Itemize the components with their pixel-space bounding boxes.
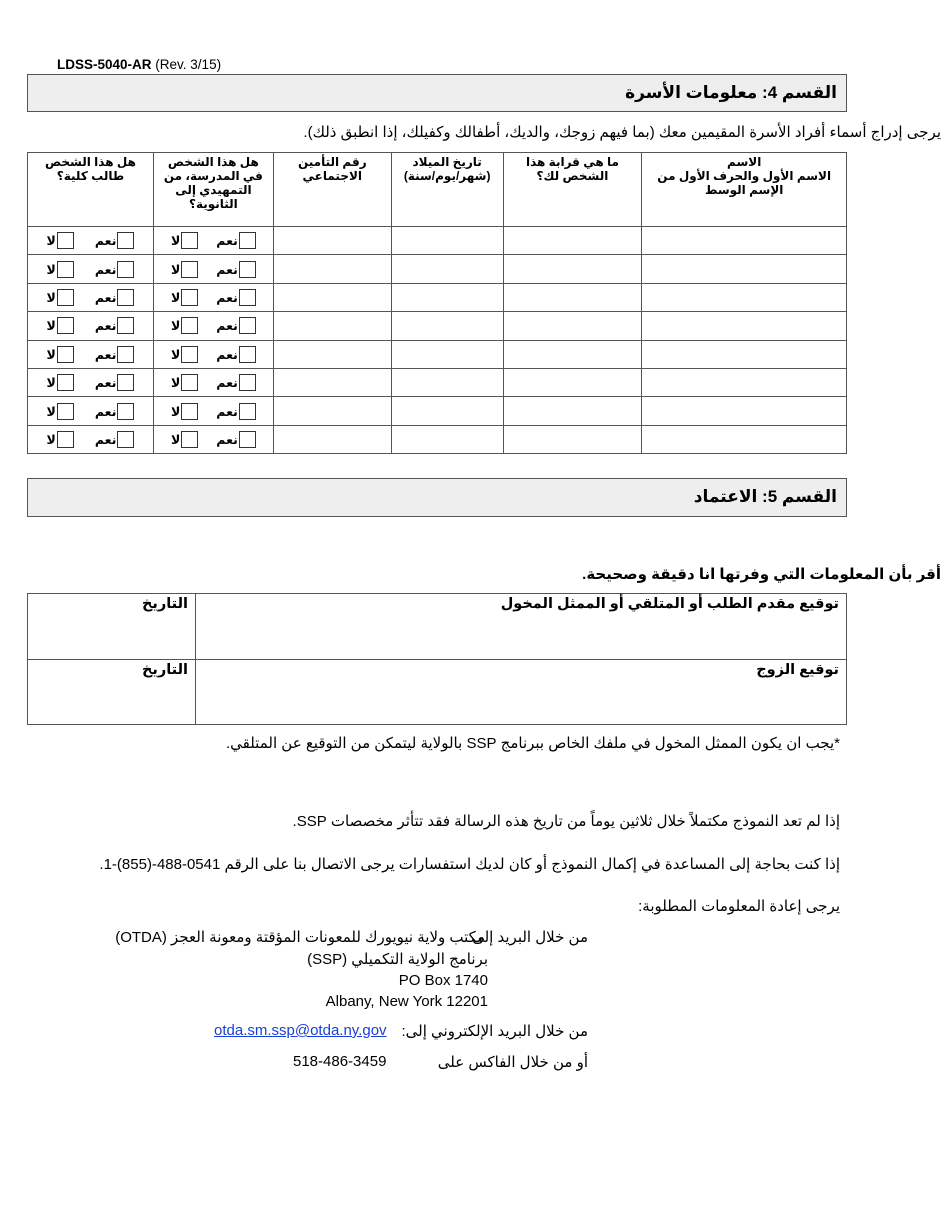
no-checkbox[interactable] [57,346,74,363]
yes-checkbox[interactable] [117,261,134,278]
yes-label: نعم [94,290,117,305]
yes-label: نعم [94,432,117,447]
yes-checkbox[interactable] [239,289,256,306]
ssn-cell[interactable] [273,368,391,396]
school-cell [153,368,273,396]
no-checkbox[interactable] [57,374,74,391]
college-cell [28,312,154,340]
mail-label: من خلال البريد إلى [472,929,588,946]
col-name: الاسم الاسم الأول والحرف الأول من الإسم الوسط [642,153,847,227]
table-row [28,255,847,283]
college-yes-no [28,289,153,306]
no-checkbox[interactable] [181,289,198,306]
col-birth-date: تاريخ الميلاد (شهر/يوم/سنة) [391,153,503,227]
email-link[interactable]: otda.sm.ssp@otda.ny.gov [214,1022,387,1039]
yes-option[interactable] [216,261,256,278]
no-label: لا [170,432,181,447]
yes-label: نعم [216,347,238,362]
ssn-cell[interactable] [273,227,391,255]
no-label: لا [170,347,181,362]
no-label: لا [170,376,181,391]
name-cell[interactable] [642,368,847,396]
ssn-cell[interactable] [273,255,391,283]
spouse-date-field[interactable] [28,659,196,725]
yes-checkbox[interactable] [239,374,256,391]
yes-option[interactable] [95,431,135,448]
no-label: لا [46,376,56,391]
no-label: لا [46,347,56,362]
table-body [28,227,847,454]
table-row [28,283,847,311]
yes-label: نعم [94,319,117,334]
mail-program: برنامج الولاية التكميلي (SSP) [307,951,488,968]
relationship-cell[interactable] [503,312,642,340]
no-checkbox[interactable] [181,232,198,249]
no-option[interactable] [171,403,198,420]
name-cell[interactable] [642,397,847,425]
college-yes-no [28,403,153,420]
no-option[interactable] [171,232,198,249]
birth-date-cell[interactable] [391,312,503,340]
yes-label: نعم [216,404,238,419]
attestation-text: أقر بأن المعلومات التي وفرتها انا دقيقة وصحيحة. [582,566,941,583]
no-label: لا [170,262,181,277]
no-option[interactable] [47,431,74,448]
yes-option[interactable] [95,261,135,278]
yes-option[interactable] [95,232,135,249]
school-cell [153,340,273,368]
no-checkbox[interactable] [57,232,74,249]
no-option[interactable] [171,431,198,448]
email-label: من خلال البريد الإلكتروني إلى: [401,1023,588,1040]
birth-date-cell[interactable] [391,283,503,311]
college-cell [28,255,154,283]
no-option[interactable] [171,346,198,363]
school-yes-no [154,346,273,363]
no-option[interactable] [171,374,198,391]
spouse-signature-field[interactable] [196,659,847,725]
form-revision: (Rev. 3/15) [155,57,222,72]
yes-label: نعم [94,376,117,391]
mail-po-box: PO Box 1740 [398,972,488,989]
deadline-notice: إذا لم تعد النموذج مكتملاً خلال ثلاثين يوماً من تاريخ هذه الرسالة فقد تتأثر مخصصات SSP. [292,813,840,830]
yes-label: نعم [216,432,238,447]
birth-date-cell[interactable] [391,368,503,396]
school-cell [153,312,273,340]
yes-option[interactable] [216,403,256,420]
ssn-cell[interactable] [273,283,391,311]
table-row [28,397,847,425]
birth-date-cell[interactable] [391,340,503,368]
no-option[interactable] [171,289,198,306]
no-option[interactable] [171,261,198,278]
relationship-cell[interactable] [503,397,642,425]
college-cell [28,397,154,425]
birth-date-cell[interactable] [391,425,503,453]
household-members-table [27,152,847,454]
college-yes-no [28,374,153,391]
school-cell [153,227,273,255]
school-cell [153,255,273,283]
yes-label: نعم [216,234,238,249]
ssn-cell[interactable] [273,397,391,425]
help-notice: إذا كنت بحاجة إلى المساعدة في إكمال النموذج أو كان لديك استفسارات يرجى الاتصال بنا على الرقم 0541-488-(855)-1. [99,856,840,873]
yes-option[interactable] [95,289,135,306]
no-checkbox[interactable] [181,317,198,334]
yes-checkbox[interactable] [117,374,134,391]
yes-label: نعم [94,347,117,362]
col-school-k12: هل هذا الشخص في المدرسة، من التمهيدي إلى الثانوية؟ [153,153,273,227]
no-checkbox[interactable] [57,289,74,306]
applicant-date-field[interactable] [28,594,196,660]
table-row [28,227,847,255]
name-cell[interactable] [642,227,847,255]
table-row [28,340,847,368]
mail-city: Albany, New York 12201 [325,993,488,1010]
relationship-cell[interactable] [503,425,642,453]
table-row [28,368,847,396]
yes-option[interactable] [216,289,256,306]
college-yes-no [28,261,153,278]
yes-checkbox[interactable] [239,346,256,363]
no-checkbox[interactable] [57,317,74,334]
college-yes-no [28,232,153,249]
no-option[interactable] [47,232,74,249]
yes-checkbox[interactable] [117,346,134,363]
no-label: لا [46,319,56,334]
relationship-cell[interactable] [503,283,642,311]
yes-label: نعم [216,262,238,277]
yes-option[interactable] [216,232,256,249]
yes-label: نعم [94,262,117,277]
applicant-signature-field[interactable] [196,594,847,660]
school-cell [153,425,273,453]
school-yes-no [154,232,273,249]
yes-checkbox[interactable] [117,431,134,448]
yes-checkbox[interactable] [239,317,256,334]
college-cell [28,425,154,453]
yes-label: نعم [94,234,117,249]
yes-checkbox[interactable] [117,232,134,249]
yes-option[interactable] [216,317,256,334]
no-checkbox[interactable] [181,374,198,391]
form-id [57,57,221,72]
relationship-cell[interactable] [503,227,642,255]
yes-option[interactable] [216,346,256,363]
ssn-cell[interactable] [273,312,391,340]
no-option[interactable] [47,261,74,278]
no-label: لا [46,234,56,249]
name-cell[interactable] [642,255,847,283]
school-yes-no [154,403,273,420]
no-option[interactable] [171,317,198,334]
table-row [28,312,847,340]
college-cell [28,227,154,255]
yes-option[interactable] [95,346,135,363]
name-cell[interactable] [642,340,847,368]
no-label: لا [170,290,181,305]
no-label: لا [170,319,181,334]
yes-option[interactable] [95,317,135,334]
college-yes-no [28,346,153,363]
college-yes-no [28,317,153,334]
relationship-cell[interactable] [503,368,642,396]
no-checkbox[interactable] [57,431,74,448]
yes-checkbox[interactable] [239,261,256,278]
school-cell [153,283,273,311]
no-checkbox[interactable] [57,261,74,278]
fax-number: 518-486-3459 [293,1053,387,1070]
applicant-signature-label: توقيع مقدم الطلب أو المتلقي أو الممثل المخول [500,596,839,612]
yes-checkbox[interactable] [117,289,134,306]
table-header-row [28,153,847,227]
no-label: لا [46,432,56,447]
school-cell [153,397,273,425]
col-ssn: رقم التأمين الاجتماعي [273,153,391,227]
college-yes-no [28,431,153,448]
mail-office: مكتب ولاية نيويورك للمعونات المؤقتة ومعونة العجز (OTDA) [115,929,485,946]
no-checkbox[interactable] [181,261,198,278]
col-relationship: ما هي قرابة هذا الشخص لك؟ [503,153,642,227]
section4-header [27,74,847,112]
birth-date-cell[interactable] [391,255,503,283]
no-label: لا [46,290,56,305]
col-college: هل هذا الشخص طالب كلية؟ [28,153,154,227]
school-yes-no [154,374,273,391]
ssn-cell[interactable] [273,425,391,453]
section4-instruction: يرجى إدراج أسماء أفراد الأسرة المقيمين معك (بما فيهم زوجك، والديك، أطفالك وكفيلك، إذا انطبق ذلك). [303,124,941,141]
no-label: لا [46,262,56,277]
no-label: لا [170,404,181,419]
yes-option[interactable] [95,374,135,391]
no-option[interactable] [47,317,74,334]
name-cell[interactable] [642,425,847,453]
section4-title: القسم 4: معلومات الأسرة [625,83,837,102]
section5-header [27,478,847,517]
college-cell [28,283,154,311]
name-cell[interactable] [642,283,847,311]
representative-footnote: *يجب ان يكون الممثل المخول في ملفك الخاص ببرنامج SSP بالولاية ليتمكن من التوقيع عن المتلقي. [225,735,840,752]
no-option[interactable] [47,403,74,420]
college-cell [28,340,154,368]
relationship-cell[interactable] [503,255,642,283]
return-instruction: يرجى إعادة المعلومات المطلوبة: [638,898,840,915]
yes-label: نعم [216,319,238,334]
birth-date-cell[interactable] [391,227,503,255]
no-label: لا [170,234,181,249]
yes-option[interactable] [216,431,256,448]
yes-checkbox[interactable] [239,431,256,448]
no-option[interactable] [47,289,74,306]
yes-label: نعم [216,376,238,391]
yes-checkbox[interactable] [117,403,134,420]
signature-table [27,593,847,725]
birth-date-cell[interactable] [391,397,503,425]
section5-title: القسم 5: الاعتماد [693,487,837,506]
yes-checkbox[interactable] [239,232,256,249]
no-option[interactable] [47,346,74,363]
applicant-date-label: التاريخ [141,596,188,612]
yes-checkbox[interactable] [117,317,134,334]
yes-option[interactable] [216,374,256,391]
no-checkbox[interactable] [181,431,198,448]
yes-label: نعم [94,404,117,419]
yes-option[interactable] [95,403,135,420]
form-code: LDSS-5040-AR [57,57,152,72]
yes-label: نعم [216,290,238,305]
yes-checkbox[interactable] [239,403,256,420]
school-yes-no [154,317,273,334]
no-option[interactable] [47,374,74,391]
fax-label: أو من خلال الفاكس على [437,1054,588,1071]
school-yes-no [154,431,273,448]
spouse-signature-label: توقيع الزوج [756,661,839,678]
college-cell [28,368,154,396]
no-checkbox[interactable] [181,346,198,363]
no-checkbox[interactable] [57,403,74,420]
school-yes-no [154,289,273,306]
spouse-date-label: التاريخ [141,661,188,678]
ssn-cell[interactable] [273,340,391,368]
relationship-cell[interactable] [503,340,642,368]
no-label: لا [46,404,56,419]
table-row [28,425,847,453]
name-cell[interactable] [642,312,847,340]
school-yes-no [154,261,273,278]
no-checkbox[interactable] [181,403,198,420]
